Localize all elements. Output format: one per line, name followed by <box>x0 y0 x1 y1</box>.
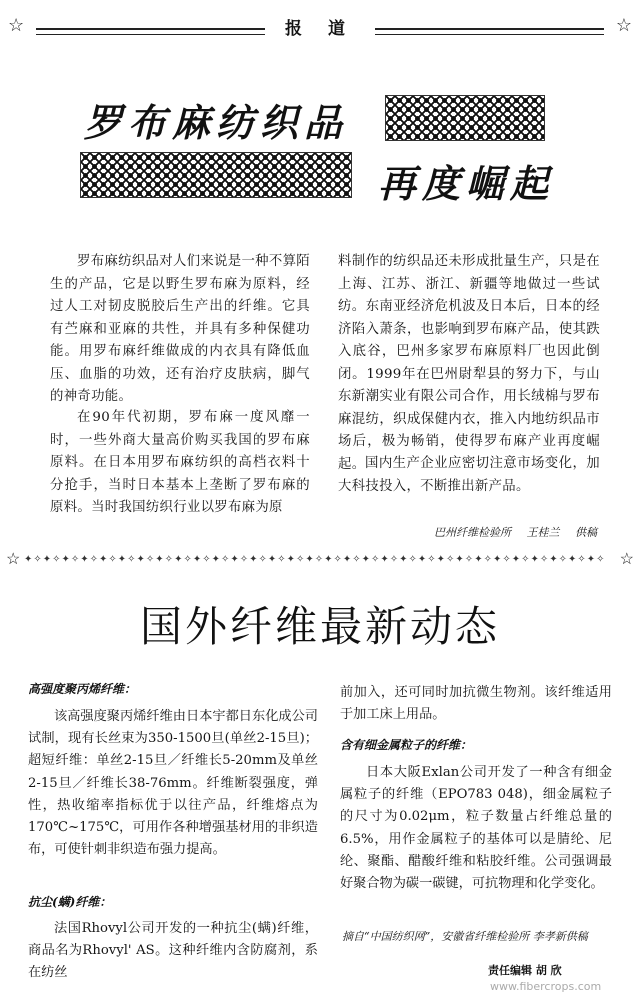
decorative-pattern-bar <box>385 95 545 141</box>
byline-organization: 巴州纤维检验所 <box>434 526 511 539</box>
section-tag: 报 道 <box>265 12 375 46</box>
subheading: 抗尘(螨)纤维： <box>28 895 112 909</box>
subheading: 含有细金属粒子的纤维： <box>340 738 473 752</box>
byline-author: 王桂兰 <box>526 526 560 539</box>
star-icon: ☆ <box>8 15 25 36</box>
article-paragraph: 日本大阪Exlan公司开发了一种含有细金属粒子的纤维（EPO783 048)，细金属粒子的尺寸为0.02μm，粒子数量占纤维总量的6.5%，用作金属粒子的基体可以是腈纶、尼纶、聚酯、醋酸纤维和粘胶纤维。公司强调最好聚合物为碳一碳键，可抗物理和化学变化。 <box>340 765 612 892</box>
byline <box>434 524 609 540</box>
article-paragraph: 在90年代初期，罗布麻一度风靡一时，一些外商大量高价购买我国的罗布麻原料。在日本用罗布麻纺织的高档衣料十分抢手，当时日本基本上垄断了罗布麻的原料。当时我国纺织行业以罗布麻为原 <box>50 410 310 515</box>
section-header <box>0 0 640 58</box>
decorative-pattern-bar <box>80 152 352 198</box>
star-icon: ☆ <box>6 549 21 568</box>
article-paragraph: 罗布麻纺织品对人们来说是一种不算陌生的产品，它是以野生罗布麻为原料，经过人工对韧皮脱胶后生产出的纤维。它具有苎麻和亚麻的共性，并具有多种保健功能。用罗布麻纤维做成的内衣具有降低血压、血脂的功效，还有治疗皮肤病，脚气的神奇功能。 <box>50 254 310 404</box>
article-title: 国外纤维最新动态 <box>139 602 500 651</box>
article-paragraph: 料制作的纺织品还未形成批量生产，只是在上海、江苏、浙江、新疆等地做过一些试纺。东南亚经济危机波及日本后，日本的经济陷入萧条，也影响到罗布麻产品，使其跌入底谷，巴州多家罗布麻原料厂也因此倒闭。1999年在巴州尉犁县的努力下，与山东新潮实业有限公司合作，用长绒棉与罗布麻混纺，织成保健内衣，推入内地纺织品市场后，极为畅销，使得罗布麻产业再度崛起。 <box>338 254 600 472</box>
article-title-line2: 再度崛起 <box>378 161 555 206</box>
article-paragraph: 法国Rhovyl公司开发的一种抗尘(螨)纤维，商品名为Rhovyl' AS。这种纤维内含防腐剂，系在纺丝 <box>28 921 318 981</box>
article-paragraph: 国内生产企业应密切注意市场变化，加大科技投入，不断推出新产品。 <box>338 456 600 494</box>
star-icon: ☆ <box>619 549 634 568</box>
article-paragraph: 前加入，还可同时加抗微生物剂。该纤维适用于加工床上用品。 <box>340 685 612 723</box>
article-title-line1: 罗布麻纺织品 <box>84 100 349 145</box>
subheading: 高强度聚丙烯纤维： <box>28 682 137 696</box>
byline-suffix: 供稿 <box>575 526 597 539</box>
watermark: www.fibercrops.com <box>490 980 602 993</box>
responsible-editor: 责任编辑 胡 欣 <box>488 964 562 977</box>
source-credit: 摘自“中国纺织网”，安徽省纤维检验所 李孝新供稿 <box>342 930 588 943</box>
dotted-divider: ✦✧✦✧✦✧✦✧✦✧✦✧✦✧✦✧✦✧✦✧✦✧✦✧✦✧✦✧✦✧✦✧✦✧✦✧✦✧✦✧✦✧✦✧✦✧✦✧✦✧✦✧✦✧✦✧✦✧✦✧✦✧ <box>24 555 606 565</box>
article-paragraph: 该高强度聚丙烯纤维由日本宇都日东化成公司试制，现有长丝束为350-1500旦(单丝2-15旦)；超短纤维：单丝2-15旦／纤维长5-20mm及单丝2-15旦／纤维长38-76mm。纤维断裂强度，弹性，热收缩率指标优于以往产品，纤维熔点为170℃~175℃，可用作各种增强基材用的非织造布，可使针刺非织造布强力提高。 <box>28 709 318 858</box>
star-icon: ☆ <box>615 15 632 36</box>
